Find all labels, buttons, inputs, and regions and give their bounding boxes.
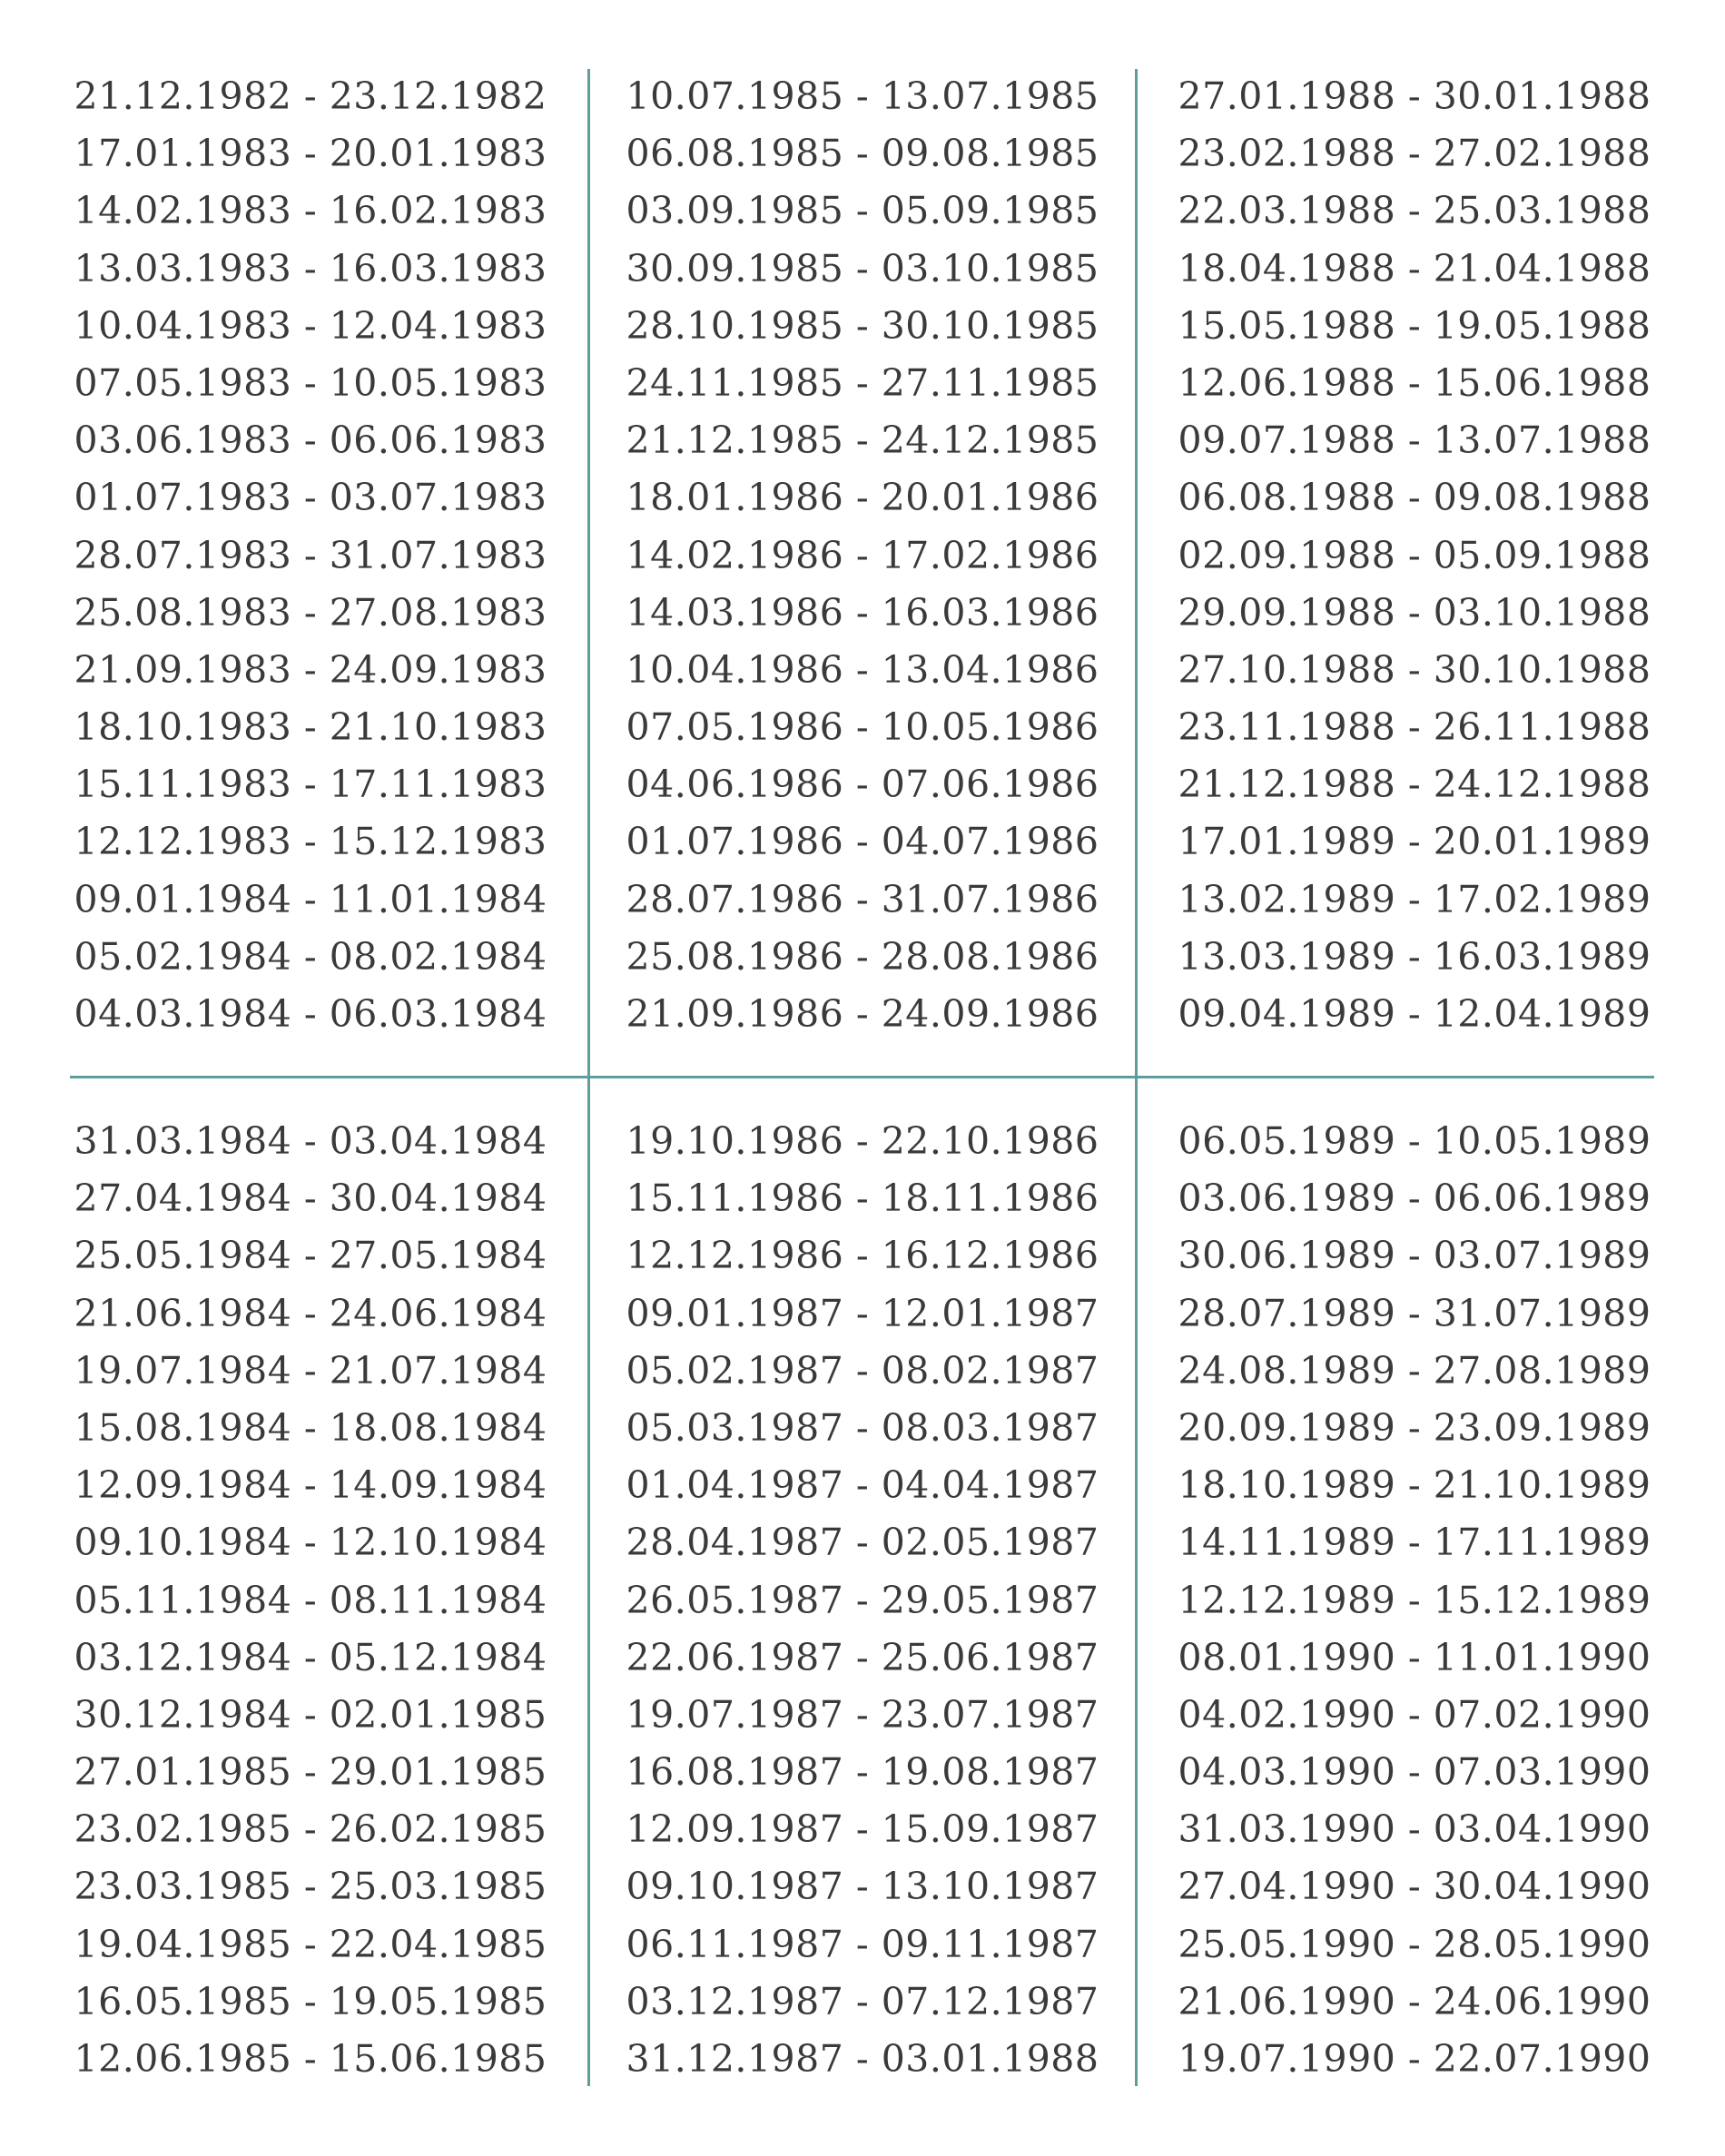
date-range-row: 14.11.1989 - 17.11.1989 — [1178, 1521, 1651, 1565]
section-2-column-3 — [1160, 1113, 1669, 2088]
date-range-row: 05.11.1984 - 08.11.1984 — [74, 1578, 547, 1622]
section-1-column-2 — [608, 68, 1117, 1043]
date-range-row: 12.12.1983 - 15.12.1983 — [74, 820, 547, 864]
section-divider — [70, 1076, 1654, 1078]
date-range-row: 09.10.1987 - 13.10.1987 — [626, 1865, 1099, 1909]
date-range-row: 15.05.1988 - 19.05.1988 — [1178, 303, 1651, 348]
date-range-row: 29.09.1988 - 03.10.1988 — [1178, 590, 1651, 635]
date-range-row: 30.06.1989 - 03.07.1989 — [1178, 1234, 1651, 1278]
date-range-row: 23.02.1985 - 26.02.1985 — [74, 1807, 547, 1852]
date-range-row: 09.01.1984 - 11.01.1984 — [74, 877, 547, 921]
date-range-row: 05.02.1984 - 08.02.1984 — [74, 934, 547, 979]
date-range-row: 27.01.1985 - 29.01.1985 — [74, 1750, 547, 1795]
date-range-row: 30.12.1984 - 02.01.1985 — [74, 1692, 547, 1737]
date-range-row: 27.04.1990 - 30.04.1990 — [1178, 1865, 1651, 1909]
date-range-row: 06.05.1989 - 10.05.1989 — [1178, 1119, 1651, 1163]
date-range-row: 04.03.1990 - 07.03.1990 — [1178, 1750, 1651, 1795]
date-range-row: 19.10.1986 - 22.10.1986 — [626, 1119, 1099, 1163]
date-range-row: 01.07.1983 - 03.07.1983 — [74, 476, 547, 520]
date-range-row: 21.06.1984 - 24.06.1984 — [74, 1291, 547, 1335]
date-range-row: 09.07.1988 - 13.07.1988 — [1178, 418, 1651, 463]
date-range-row: 25.08.1986 - 28.08.1986 — [626, 934, 1099, 979]
date-range-row: 12.12.1989 - 15.12.1989 — [1178, 1578, 1651, 1622]
date-range-row: 22.06.1987 - 25.06.1987 — [626, 1635, 1099, 1679]
date-range-row: 18.01.1986 - 20.01.1986 — [626, 476, 1099, 520]
date-range-row: 31.03.1990 - 03.04.1990 — [1178, 1807, 1651, 1852]
date-range-row: 06.08.1988 - 09.08.1988 — [1178, 476, 1651, 520]
section-1-column-3 — [1160, 68, 1669, 1043]
date-range-row: 22.03.1988 - 25.03.1988 — [1178, 189, 1651, 233]
date-range-row: 03.06.1989 - 06.06.1989 — [1178, 1176, 1651, 1221]
date-range-row: 01.04.1987 - 04.04.1987 — [626, 1463, 1099, 1508]
date-range-row: 19.04.1985 - 22.04.1985 — [74, 1922, 547, 1966]
date-range-row: 17.01.1983 - 20.01.1983 — [74, 132, 547, 176]
date-range-row: 30.09.1985 - 03.10.1985 — [626, 246, 1099, 290]
date-range-row: 18.04.1988 - 21.04.1988 — [1178, 246, 1651, 290]
date-range-row: 24.08.1989 - 27.08.1989 — [1178, 1348, 1651, 1393]
date-range-row: 21.09.1986 - 24.09.1986 — [626, 992, 1099, 1036]
date-range-row: 16.08.1987 - 19.08.1987 — [626, 1750, 1099, 1795]
date-range-row: 13.03.1989 - 16.03.1989 — [1178, 934, 1651, 979]
date-range-row: 23.11.1988 - 26.11.1988 — [1178, 705, 1651, 750]
section-1-column-1 — [56, 68, 565, 1043]
date-range-row: 12.06.1985 - 15.06.1985 — [74, 2037, 547, 2081]
date-range-row: 04.03.1984 - 06.03.1984 — [74, 992, 547, 1036]
date-range-row: 12.09.1987 - 15.09.1987 — [626, 1807, 1099, 1852]
date-range-row: 13.03.1983 - 16.03.1983 — [74, 246, 547, 290]
date-range-row: 09.10.1984 - 12.10.1984 — [74, 1521, 547, 1565]
date-range-row: 21.09.1983 - 24.09.1983 — [74, 647, 547, 692]
date-range-row: 03.12.1984 - 05.12.1984 — [74, 1635, 547, 1679]
date-range-row: 10.04.1983 - 12.04.1983 — [74, 303, 547, 348]
date-range-row: 20.09.1989 - 23.09.1989 — [1178, 1405, 1651, 1450]
date-range-row: 07.05.1986 - 10.05.1986 — [626, 705, 1099, 750]
date-range-row: 08.01.1990 - 11.01.1990 — [1178, 1635, 1651, 1679]
date-range-row: 27.01.1988 - 30.01.1988 — [1178, 74, 1651, 118]
date-range-row: 27.10.1988 - 30.10.1988 — [1178, 647, 1651, 692]
date-range-row: 16.05.1985 - 19.05.1985 — [74, 1979, 547, 2023]
date-range-row: 18.10.1989 - 21.10.1989 — [1178, 1463, 1651, 1508]
date-range-row: 09.01.1987 - 12.01.1987 — [626, 1291, 1099, 1335]
date-range-row: 31.03.1984 - 03.04.1984 — [74, 1119, 547, 1163]
date-range-row: 03.12.1987 - 07.12.1987 — [626, 1979, 1099, 2023]
date-range-row: 21.12.1985 - 24.12.1985 — [626, 418, 1099, 463]
date-range-row: 23.02.1988 - 27.02.1988 — [1178, 132, 1651, 176]
date-range-row: 10.07.1985 - 13.07.1985 — [626, 74, 1099, 118]
date-range-row: 14.02.1983 - 16.02.1983 — [74, 189, 547, 233]
date-range-row: 28.04.1987 - 02.05.1987 — [626, 1521, 1099, 1565]
date-range-row: 12.06.1988 - 15.06.1988 — [1178, 360, 1651, 405]
date-range-row: 21.06.1990 - 24.06.1990 — [1178, 1979, 1651, 2023]
date-range-row: 24.11.1985 - 27.11.1985 — [626, 360, 1099, 405]
date-range-row: 19.07.1987 - 23.07.1987 — [626, 1692, 1099, 1737]
date-range-row: 15.08.1984 - 18.08.1984 — [74, 1405, 547, 1450]
date-range-row: 25.05.1984 - 27.05.1984 — [74, 1234, 547, 1278]
date-range-row: 06.11.1987 - 09.11.1987 — [626, 1922, 1099, 1966]
date-range-row: 05.02.1987 - 08.02.1987 — [626, 1348, 1099, 1393]
date-range-row: 05.03.1987 - 08.03.1987 — [626, 1405, 1099, 1450]
date-range-row: 09.04.1989 - 12.04.1989 — [1178, 992, 1651, 1036]
date-range-row: 26.05.1987 - 29.05.1987 — [626, 1578, 1099, 1622]
date-range-row: 02.09.1988 - 05.09.1988 — [1178, 533, 1651, 577]
date-range-row: 18.10.1983 - 21.10.1983 — [74, 705, 547, 750]
date-range-row: 06.08.1985 - 09.08.1985 — [626, 132, 1099, 176]
date-range-row: 25.08.1983 - 27.08.1983 — [74, 590, 547, 635]
date-range-row: 28.07.1983 - 31.07.1983 — [74, 533, 547, 577]
date-range-row: 04.06.1986 - 07.06.1986 — [626, 763, 1099, 807]
section-2-column-2 — [608, 1113, 1117, 2088]
date-range-row: 03.06.1983 - 06.06.1983 — [74, 418, 547, 463]
section-2-column-1 — [56, 1113, 565, 2088]
date-range-row: 28.07.1986 - 31.07.1986 — [626, 877, 1099, 921]
date-range-row: 19.07.1990 - 22.07.1990 — [1178, 2037, 1651, 2081]
date-range-row: 21.12.1988 - 24.12.1988 — [1178, 763, 1651, 807]
date-range-row: 14.02.1986 - 17.02.1986 — [626, 533, 1099, 577]
date-range-row: 15.11.1986 - 18.11.1986 — [626, 1176, 1099, 1221]
date-range-row: 14.03.1986 - 16.03.1986 — [626, 590, 1099, 635]
date-range-row: 23.03.1985 - 25.03.1985 — [74, 1865, 547, 1909]
date-range-row: 04.02.1990 - 07.02.1990 — [1178, 1692, 1651, 1737]
date-range-row: 28.07.1989 - 31.07.1989 — [1178, 1291, 1651, 1335]
date-range-row: 15.11.1983 - 17.11.1983 — [74, 763, 547, 807]
date-range-row: 27.04.1984 - 30.04.1984 — [74, 1176, 547, 1221]
date-range-row: 07.05.1983 - 10.05.1983 — [74, 360, 547, 405]
date-range-row: 17.01.1989 - 20.01.1989 — [1178, 820, 1651, 864]
date-range-row: 31.12.1987 - 03.01.1988 — [626, 2037, 1099, 2081]
date-range-row: 21.12.1982 - 23.12.1982 — [74, 74, 547, 118]
date-range-row: 10.04.1986 - 13.04.1986 — [626, 647, 1099, 692]
date-range-row: 01.07.1986 - 04.07.1986 — [626, 820, 1099, 864]
date-range-row: 12.12.1986 - 16.12.1986 — [626, 1234, 1099, 1278]
date-range-row: 03.09.1985 - 05.09.1985 — [626, 189, 1099, 233]
date-range-row: 19.07.1984 - 21.07.1984 — [74, 1348, 547, 1393]
date-range-row: 28.10.1985 - 30.10.1985 — [626, 303, 1099, 348]
date-range-row: 12.09.1984 - 14.09.1984 — [74, 1463, 547, 1508]
date-range-row: 13.02.1989 - 17.02.1989 — [1178, 877, 1651, 921]
date-range-row: 25.05.1990 - 28.05.1990 — [1178, 1922, 1651, 1966]
